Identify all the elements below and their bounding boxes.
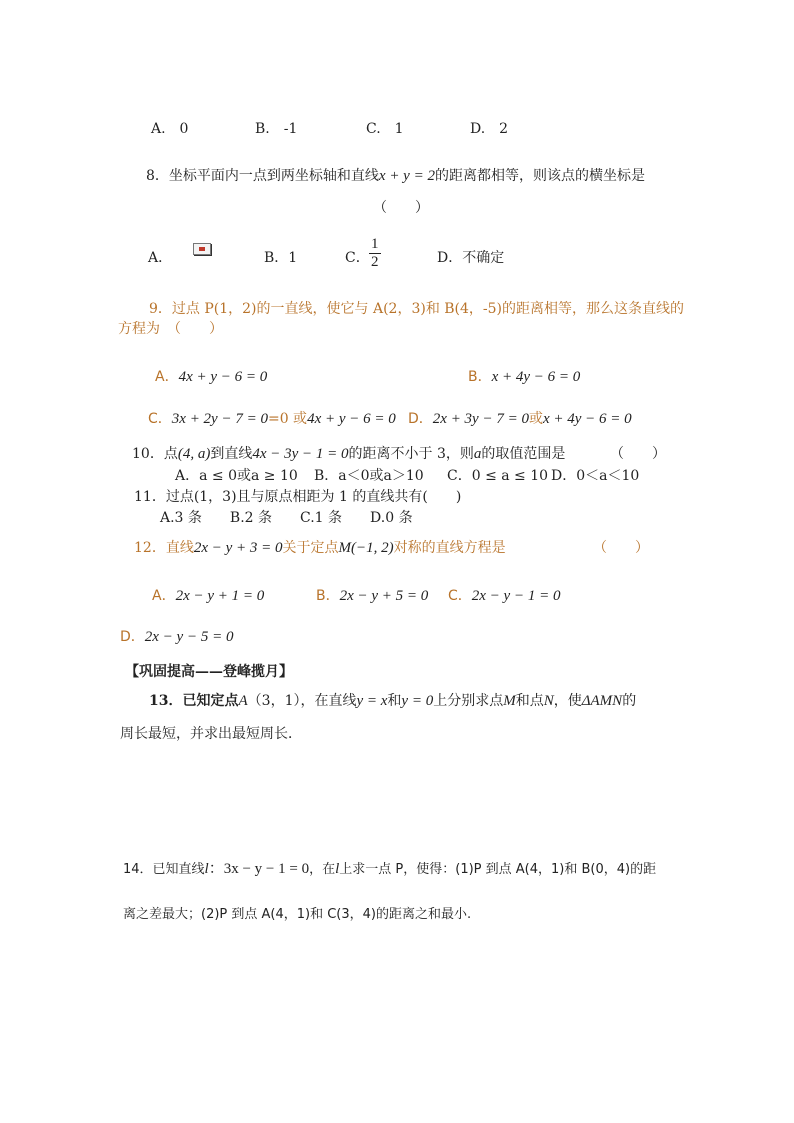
q7-option-b: B. -1 xyxy=(255,121,298,137)
q9-option-a-label: A． xyxy=(155,369,179,385)
q12-option-c-label: C． xyxy=(448,588,472,604)
q8-option-d: D．不确定 xyxy=(437,250,505,266)
q9-stem-line2: 方程为 （ ） xyxy=(118,321,223,337)
q10-var: a xyxy=(473,446,482,462)
q13-stem-line2: 周长最短，并求出最短周长． xyxy=(120,726,302,742)
q8-fraction-numerator: 1 xyxy=(371,236,379,252)
q13-p4: 上分别求点 xyxy=(433,693,504,709)
q12-option-b-label: B． xyxy=(316,588,340,604)
q9-option-b-equation: x + 4y − 6 = 0 xyxy=(491,369,581,385)
q8-answer-paren: （ ） xyxy=(373,200,429,216)
q9-option-c-label: C． xyxy=(148,411,172,427)
section-title: 【巩固提高——登峰揽月】 xyxy=(125,664,293,680)
q14-equation: ：3x − y − 1 = 0 xyxy=(208,861,310,877)
q8-option-c-fraction xyxy=(369,236,381,271)
q13-p2: ，在直线 xyxy=(300,693,357,709)
missing-image-icon xyxy=(193,243,211,255)
q10-p1: 10．点 xyxy=(132,446,178,462)
q8-stem xyxy=(146,165,645,185)
q13-coords: （3，1） xyxy=(247,693,301,709)
q12-option-d xyxy=(120,626,233,646)
q9-option-d-equation-2: x + 4y − 6 = 0 xyxy=(542,411,632,427)
q10-p4: 的取值范围是 xyxy=(481,446,566,462)
q9-option-c-equation-2: 4x + y − 6 = 0 xyxy=(307,411,396,427)
q8-equation: x + y = 2 xyxy=(378,168,435,184)
q9-option-d-equation-1: 2x + 3y − 7 = 0 xyxy=(432,411,529,427)
q9-option-b xyxy=(468,366,580,386)
q9-option-d xyxy=(408,408,632,428)
q8-fraction-denominator: 2 xyxy=(371,254,379,270)
q12-option-c xyxy=(448,585,560,605)
q10-p3: 的距离不小于 3，则 xyxy=(348,446,474,462)
q10-equation: 4x − 3y − 1 = 0 xyxy=(252,446,349,462)
q9-option-d-or: 或 xyxy=(528,411,543,427)
q8-prefix: 8．坐标平面内一点到两坐标轴和直线 xyxy=(146,168,379,184)
q13-p3: 和 xyxy=(387,693,402,709)
q12-stem xyxy=(134,537,506,557)
q7-option-c: C. 1 xyxy=(366,121,404,137)
q14-stem-line2: 离之差最大；(2)P 到点 A(4，1)和 C(3，4)的距离之和最小. xyxy=(123,907,472,922)
q8-option-a-label: A． xyxy=(148,250,173,266)
q12-p1: 12．直线 xyxy=(134,540,194,556)
q13-p1: 13．已知定点 xyxy=(149,693,239,709)
q14-p2: ，在 xyxy=(309,862,336,877)
q13-p7: 的 xyxy=(622,693,637,709)
q12-answer-paren: （ ） xyxy=(593,540,649,556)
q14-p3: 上求一点 P，使得：(1)P 到点 A(4，1)和 B(0，4)的距 xyxy=(339,862,657,877)
q10-option-c: C．0 ≤ a ≤ 10 xyxy=(447,468,549,484)
q10-option-b: B．a＜0或a＞10 xyxy=(314,468,424,484)
q10-option-d: D．0＜a＜10 xyxy=(551,468,640,484)
q12-option-b-equation: 2x − y + 5 = 0 xyxy=(339,588,429,604)
q9-option-b-label: B． xyxy=(468,369,492,385)
q10-stem xyxy=(132,443,565,463)
q7-option-d: D. 2 xyxy=(470,121,509,137)
q9-option-a xyxy=(155,366,267,386)
q7-option-a: A. 0 xyxy=(151,121,189,137)
q13-p5: 和点 xyxy=(515,693,544,709)
q9-option-d-label: D． xyxy=(408,411,433,427)
q14-p1: 14．已知直线 xyxy=(123,862,205,877)
q8-option-b: B．1 xyxy=(264,250,298,266)
q12-option-d-label: D． xyxy=(120,629,145,645)
q9-option-c xyxy=(148,408,396,428)
q14-stem-line1 xyxy=(123,857,656,878)
q13-eq2: y = 0 xyxy=(401,693,434,709)
q14-line-l-2: l xyxy=(335,861,340,877)
q13-triangle: ΔAMN xyxy=(581,693,623,709)
q9-option-c-or: =0 或 xyxy=(267,411,308,427)
q12-option-c-equation: 2x − y − 1 = 0 xyxy=(471,588,561,604)
q13-point-a: A xyxy=(238,693,248,709)
q9-option-a-equation: 4x + y − 6 = 0 xyxy=(178,369,268,385)
q12-p2: 关于定点 xyxy=(282,540,339,556)
q11-stem: 11．过点(1，3)且与原点相距为 1 的直线共有( ) xyxy=(134,489,462,505)
q10-p2: 到直线 xyxy=(210,446,253,462)
q12-p3: 对称的直线方程是 xyxy=(393,540,506,556)
q10-option-a: A．a ≤ 0或a ≥ 10 xyxy=(175,468,298,484)
q13-point-n: N xyxy=(543,693,554,709)
q13-point-m: M xyxy=(503,693,516,709)
q8-option-c-label: C． xyxy=(345,250,370,266)
q11-options: A.3 条 B.2 条 C.1 条 D.0 条 xyxy=(160,510,413,526)
q10-point: (4, a) xyxy=(177,446,211,462)
q13-stem-line1 xyxy=(149,690,636,710)
q12-equation: 2x − y + 3 = 0 xyxy=(193,540,283,556)
q9-stem-line1: 9．过点 P(1，2)的一直线，使它与 A(2，3)和 B(4，-5)的距离相等，那么这条直线的 xyxy=(149,301,685,317)
q10-answer-paren: （ ） xyxy=(610,446,666,462)
q14-line-l: l xyxy=(204,861,209,877)
q12-option-b xyxy=(316,585,428,605)
q13-eq1: y = x xyxy=(356,693,388,709)
q12-option-d-equation: 2x − y − 5 = 0 xyxy=(144,629,234,645)
q12-option-a-label: A． xyxy=(152,588,176,604)
q8-suffix: 的距离都相等，则该点的横坐标是 xyxy=(434,168,645,184)
q12-option-a xyxy=(152,585,264,605)
q13-p6: ，使 xyxy=(553,693,582,709)
q9-option-c-equation-1: 3x + 2y − 7 = 0 xyxy=(171,411,268,427)
q12-point: M(−1, 2) xyxy=(338,540,394,556)
q12-option-a-equation: 2x − y + 1 = 0 xyxy=(175,588,265,604)
